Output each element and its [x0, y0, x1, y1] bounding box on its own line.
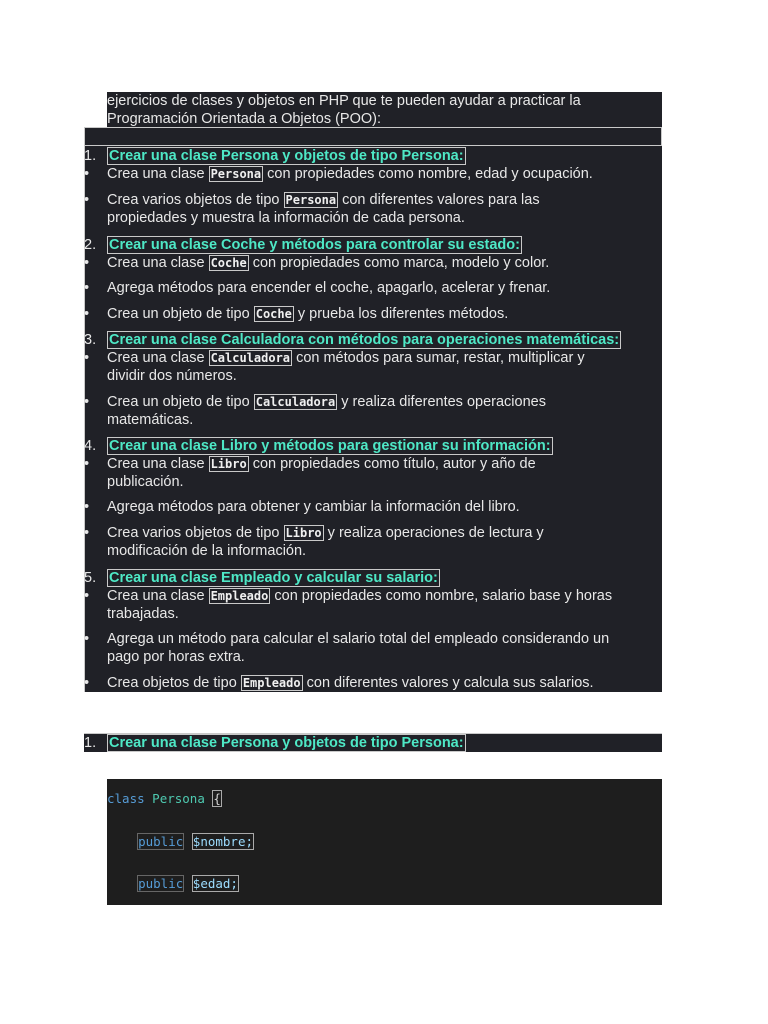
code-brace: {	[213, 791, 221, 806]
bullet: •	[84, 499, 90, 515]
item-text: trabajadas.	[107, 606, 179, 622]
section-title: Crear una clase Persona y objetos de tipo Persona:	[109, 735, 464, 751]
item-text: Agrega métodos para obtener y cambiar la información del libro.	[107, 499, 520, 515]
item-text: y realiza diferentes operaciones	[337, 394, 546, 410]
intro-line: ejercicios de clases y objetos en PHP que te pueden ayudar a practicar la	[107, 93, 581, 109]
repeat-section-heading	[84, 733, 662, 752]
item-text: y prueba los diferentes métodos.	[293, 306, 509, 322]
item-text: con propiedades como marca, modelo y color.	[248, 255, 550, 271]
item-text: Agrega métodos para encender el coche, apagarlo, acelerar y frenar.	[107, 280, 551, 296]
item-text: Crea varios objetos de tipo	[107, 192, 284, 208]
item-text: con propiedades como nombre, edad y ocupación.	[263, 166, 593, 182]
code-variable: $nombre;	[192, 834, 254, 849]
code-keyword: class	[107, 791, 145, 806]
section-title: Crear una clase Empleado y calcular su salario:	[109, 570, 438, 586]
item-text: Crea una clase	[107, 350, 209, 366]
bullet: •	[84, 350, 90, 366]
bullet: •	[84, 166, 90, 182]
inline-code: Libro	[285, 526, 322, 540]
code-keyword: public	[138, 834, 184, 849]
item-text: con diferentes valores y calcula sus salarios.	[302, 675, 594, 691]
item-text: Crea una clase	[107, 588, 209, 604]
bullet: •	[84, 394, 90, 410]
item-text: con propiedades como título, autor y año de	[248, 456, 536, 472]
inline-code: Coche	[255, 307, 292, 321]
item-text: Agrega un método para calcular el salario total del empleado considerando un	[107, 631, 610, 647]
bullet: •	[84, 631, 90, 647]
item-text: Crea varios objetos de tipo	[107, 525, 284, 541]
section-title: Crear una clase Libro y métodos para gestionar su información:	[109, 438, 551, 454]
intro-paragraph	[107, 92, 662, 127]
item-text: Crea una clase	[107, 166, 209, 182]
code-variable: $edad;	[192, 876, 238, 891]
item-text: dividir dos números.	[107, 368, 237, 384]
item-text: propiedades y muestra la información de cada persona.	[107, 210, 465, 226]
inline-code: Persona	[285, 193, 337, 207]
code-keyword: public	[138, 876, 184, 891]
intro-line: Programación Orientada a Objetos (POO):	[107, 111, 382, 127]
inline-code: Calculadora	[210, 351, 291, 365]
bullet: •	[84, 192, 90, 208]
code-line	[107, 876, 239, 892]
inline-code: Empleado	[242, 676, 301, 690]
separator-bar	[84, 127, 662, 146]
item-text: Crea objetos de tipo	[107, 675, 241, 691]
bullet: •	[84, 588, 90, 604]
item-text: con propiedades como nombre, salario base y horas	[270, 588, 613, 604]
bullet: •	[84, 306, 90, 322]
code-line	[107, 834, 254, 850]
inline-code: Calculadora	[255, 395, 336, 409]
list-number: 5.	[84, 570, 97, 586]
inline-code: Persona	[210, 167, 262, 181]
item-text: Crea un objeto de tipo	[107, 394, 254, 410]
inline-code: Coche	[210, 256, 247, 270]
list-number: 1.	[84, 735, 97, 751]
list-number: 2.	[84, 237, 97, 253]
section-title: Crear una clase Coche y métodos para controlar su estado:	[109, 237, 520, 253]
item-text: matemáticas.	[107, 412, 194, 428]
inline-code: Empleado	[210, 589, 269, 603]
code-line	[107, 791, 222, 807]
bullet: •	[84, 456, 90, 472]
item-text: con diferentes valores para las	[338, 192, 540, 208]
list-number: 1.	[84, 148, 97, 164]
bullet: •	[84, 255, 90, 271]
inline-code: Libro	[210, 457, 247, 471]
list-number: 4.	[84, 438, 97, 454]
item-text: y realiza operaciones de lectura y	[323, 525, 544, 541]
item-text: Crea una clase	[107, 456, 209, 472]
item-text: Crea una clase	[107, 255, 209, 271]
item-text: Crea un objeto de tipo	[107, 306, 254, 322]
section-title: Crear una clase Calculadora con métodos para operaciones matemáticas:	[109, 332, 620, 348]
item-text: publicación.	[107, 474, 184, 490]
section-title: Crear una clase Persona y objetos de tipo Persona:	[109, 148, 464, 164]
code-class-name: Persona	[152, 791, 205, 806]
bullet: •	[84, 280, 90, 296]
item-text: con métodos para sumar, restar, multiplicar y	[292, 350, 585, 366]
bullet: •	[84, 525, 90, 541]
item-text: modificación de la información.	[107, 543, 307, 559]
item-text: pago por horas extra.	[107, 649, 245, 665]
bullet: •	[84, 675, 90, 691]
list-number: 3.	[84, 332, 97, 348]
code-block	[107, 779, 662, 905]
